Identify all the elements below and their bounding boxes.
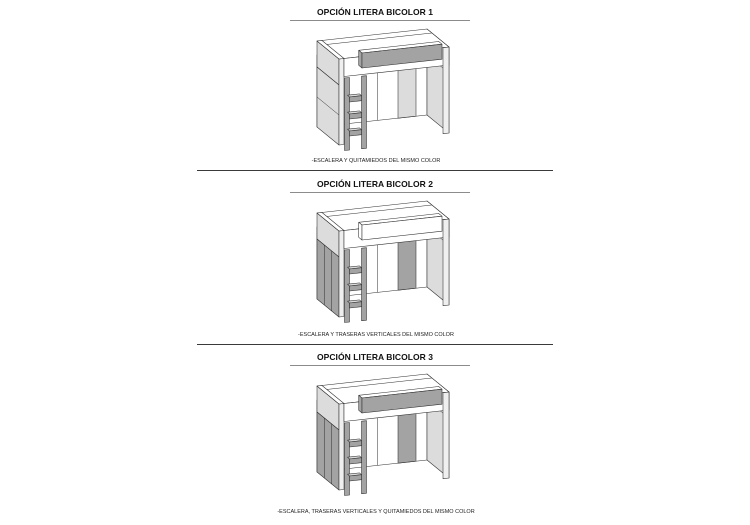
ladder-rung [350, 268, 362, 274]
ladder-rail-left [345, 250, 350, 323]
ladder-rung [350, 113, 362, 119]
option-2-caption: -ESCALERA Y TRASERAS VERTICALES DEL MISMO COLOR [298, 332, 454, 338]
left-post-edge [339, 231, 344, 318]
ladder-rung [350, 96, 362, 102]
option-2-title: OPCIÓN LITERA BICOLOR 2 [316, 179, 434, 189]
ladder-rung [350, 302, 362, 308]
option-1-caption: -ESCALERA Y QUITAMIEDOS DEL MISMO COLOR [311, 158, 441, 164]
ladder-rung [350, 458, 362, 464]
option-1-loft-bed-illustration [305, 25, 455, 155]
option-1-title-underline [290, 20, 470, 21]
ladder-rung [350, 475, 362, 481]
ladder-rung [350, 130, 362, 136]
left-post-edge [339, 404, 344, 491]
ladder-rung [350, 441, 362, 447]
right-post [443, 47, 449, 134]
ladder-rail-right [362, 421, 367, 494]
option-2-title-underline [290, 192, 470, 193]
option-1-title: OPCIÓN LITERA BICOLOR 1 [316, 7, 434, 17]
option-3-title-underline [290, 365, 470, 366]
option-3-loft-bed-illustration [305, 370, 455, 500]
right-post [443, 392, 449, 479]
section-divider [197, 344, 553, 345]
ladder-rung [350, 285, 362, 291]
ladder-rail-right [362, 248, 367, 321]
right-post [443, 219, 449, 306]
ladder-rail-left [345, 78, 350, 151]
ladder-rail-right [362, 76, 367, 149]
option-3-caption: -ESCALERA, TRASERAS VERTICALES Y QUITAMIEDOS DEL MISMO COLOR [277, 509, 475, 515]
left-post-edge [339, 59, 344, 146]
guard-rail-end [359, 50, 362, 68]
guard-rail-end [359, 222, 362, 240]
ladder-rail-left [345, 423, 350, 496]
guard-rail-end [359, 395, 362, 413]
option-2-loft-bed-illustration [305, 197, 455, 327]
section-divider [197, 170, 553, 171]
option-3-title: OPCIÓN LITERA BICOLOR 3 [316, 352, 434, 362]
